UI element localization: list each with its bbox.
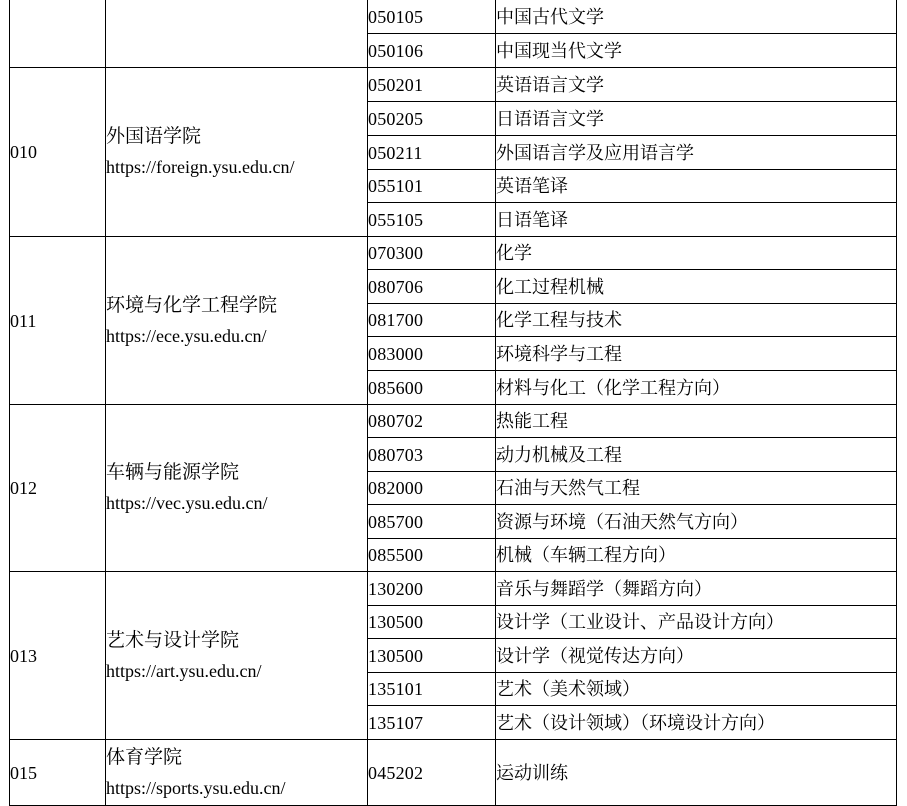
major-code: 050211 (368, 136, 496, 170)
major-name: 日语语言文学 (496, 102, 897, 136)
major-name: 艺术（设计领域）（环境设计方向） (496, 706, 897, 740)
major-name: 环境科学与工程 (496, 337, 897, 371)
college-name: 环境与化学工程学院 (106, 294, 278, 316)
college-code: 013 (10, 572, 106, 740)
program-table (9, 0, 897, 806)
major-code: 050205 (368, 102, 496, 136)
major-name: 日语笔译 (496, 203, 897, 237)
college-url-link[interactable]: https://ece.ysu.edu.cn/ (106, 325, 267, 346)
table-row (10, 68, 897, 102)
major-name: 设计学（视觉传达方向） (496, 639, 897, 673)
major-code: 083000 (368, 337, 496, 371)
major-name: 英语笔译 (496, 170, 897, 203)
major-code: 070300 (368, 237, 496, 270)
college-cell (106, 740, 368, 806)
major-name: 动力机械及工程 (496, 438, 897, 472)
major-code: 055101 (368, 170, 496, 203)
major-code: 050105 (368, 0, 496, 34)
college-url-link[interactable]: https://foreign.ysu.edu.cn/ (106, 157, 295, 177)
major-name: 机械（车辆工程方向） (496, 539, 897, 572)
major-name: 外国语言学及应用语言学 (496, 136, 897, 170)
major-name: 化学 (496, 237, 897, 270)
major-code: 045202 (368, 740, 496, 806)
major-code: 080703 (368, 438, 496, 472)
major-code: 130200 (368, 572, 496, 606)
major-code: 130500 (368, 606, 496, 639)
major-code: 135107 (368, 706, 496, 740)
major-code: 080702 (368, 405, 496, 438)
major-name: 化学工程与技术 (496, 304, 897, 337)
college-cell (106, 572, 368, 740)
major-name: 运动训练 (496, 740, 897, 806)
college-code: 012 (10, 405, 106, 572)
major-name: 资源与环境（石油天然气方向） (496, 505, 897, 539)
college-url-link[interactable]: https://sports.ysu.edu.cn/ (106, 777, 286, 798)
table-row (10, 405, 897, 438)
table-row (10, 237, 897, 270)
major-code: 055105 (368, 203, 496, 237)
major-name: 热能工程 (496, 405, 897, 438)
college-code: 011 (10, 237, 106, 405)
major-name: 英语语言文学 (496, 68, 897, 102)
major-code: 130500 (368, 639, 496, 673)
college-cell (106, 237, 368, 405)
major-name: 石油与天然气工程 (496, 472, 897, 505)
college-url-link[interactable]: https://art.ysu.edu.cn/ (106, 660, 262, 681)
table-row (10, 740, 897, 806)
college-cell (106, 68, 368, 237)
college-cell (106, 405, 368, 572)
major-code: 082000 (368, 472, 496, 505)
college-name: 艺术与设计学院 (106, 629, 240, 651)
major-code: 081700 (368, 304, 496, 337)
table-row (10, 572, 897, 606)
major-code: 085500 (368, 539, 496, 572)
major-name: 中国古代文学 (496, 0, 897, 34)
major-code: 080706 (368, 270, 496, 304)
table-row (10, 0, 897, 34)
college-code-cell (10, 0, 106, 68)
major-code: 085600 (368, 371, 496, 405)
major-code: 050201 (368, 68, 496, 102)
college-url-link[interactable]: https://vec.ysu.edu.cn/ (106, 493, 268, 513)
major-name: 音乐与舞蹈学（舞蹈方向） (496, 572, 897, 606)
college-name: 车辆与能源学院 (106, 462, 240, 483)
major-name: 中国现当代文学 (496, 34, 897, 68)
major-name: 化工过程机械 (496, 270, 897, 304)
college-code: 010 (10, 68, 106, 237)
major-name: 艺术（美术领域） (496, 673, 897, 706)
major-code: 085700 (368, 505, 496, 539)
college-name: 外国语学院 (106, 126, 202, 147)
major-code: 050106 (368, 34, 496, 68)
college-code: 015 (10, 740, 106, 806)
major-name: 设计学（工业设计、产品设计方向） (496, 606, 897, 639)
major-name: 材料与化工（化学工程方向） (496, 371, 897, 405)
college-name: 体育学院 (106, 746, 183, 768)
major-code: 135101 (368, 673, 496, 706)
college-cell (106, 0, 368, 68)
